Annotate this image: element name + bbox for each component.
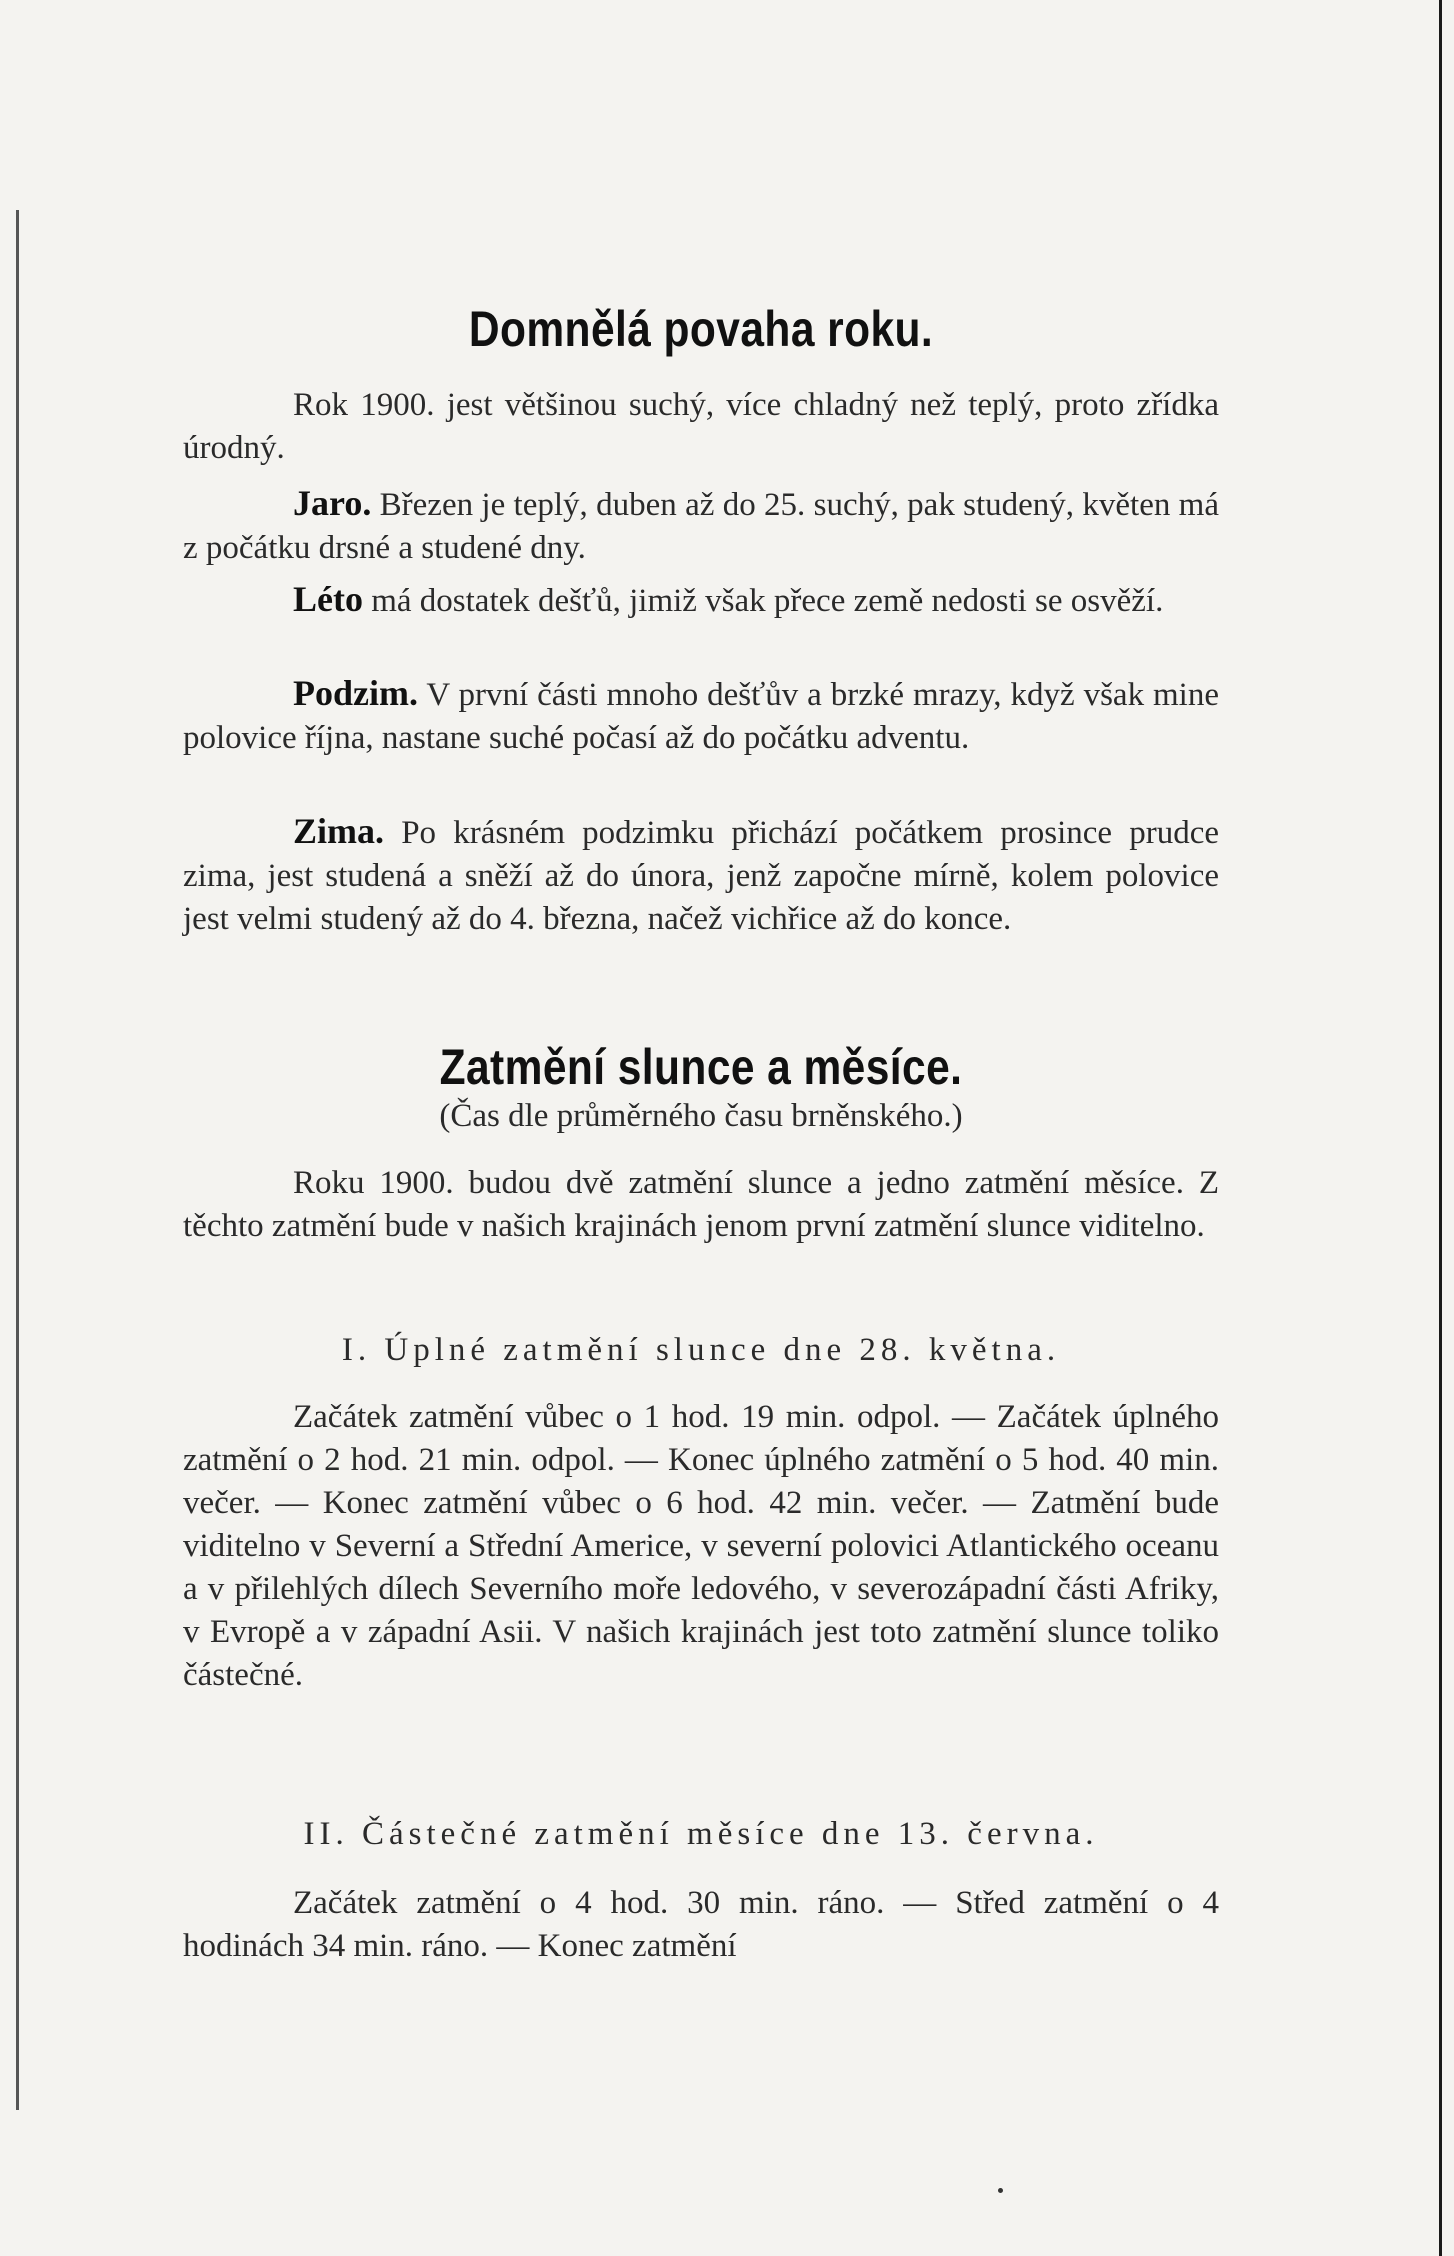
weather-intro: Rok 1900. jest většinou suchý, více chladný než teplý, proto zřídka úrodný. (183, 387, 1219, 466)
section-title-weather: Domnělá povaha roku. (468, 301, 934, 357)
binding-edge (16, 210, 19, 2110)
season-label: Zima. (293, 811, 385, 851)
eclipse-heading-1: I. Úplné zatmění slunce dne 28. května. (341, 1332, 1061, 1368)
season-text: Po krásném podzimku přichází počátkem prosince prudce zima, jest studená a sněží až do února, jenž započne mírně, kolem polovice jest velmi studený až do 4. března, načež vichřice až do konce. (183, 815, 1219, 937)
season-autumn (183, 672, 1219, 760)
eclipse-heading-2: II. Částečné zatmění měsíce dne 13. června. (303, 1816, 1099, 1852)
season-spring (183, 482, 1219, 570)
season-label: Jaro. (293, 483, 372, 523)
season-text: V první části mnoho dešťův a brzké mrazy, když však mine polovice října, nastane suché počasí až do počátku adventu. (183, 677, 1219, 756)
season-text: má dostatek dešťů, jimiž však přece země nedosti se osvěží. (362, 583, 1164, 619)
season-label: Léto (293, 579, 363, 619)
eclipse-intro: Roku 1900. budou dvě zatmění slunce a jedno zatmění měsíce. Z těchto zatmění bude v našich krajinách jenom první zatmění slunce viditelno. (183, 1165, 1219, 1244)
speck (998, 2188, 1003, 2193)
section-subtitle: (Čas dle průměrného času brněnského.) (439, 1098, 963, 1134)
eclipse-text-1: Začátek zatmění vůbec o 1 hod. 19 min. odpol. — Začátek úplného zatmění o 2 hod. 21 min. odpol. — Konec úplného zatmění o 5 hod. 40 min. večer. — Konec zatmění vůbec o 6 hod. 42 min. večer. — Zatmění bude viditelno v Severní a Střední Americe, v severní polovici Atlantického oceanu a v přilehlých dílech Severního moře ledového, v severozápadní části Afriky, v Evropě a v západní Asii. V našich krajinách jest toto zatmění slunce toliko částečné. (183, 1399, 1219, 1693)
page-edge (1439, 0, 1442, 2256)
season-winter (183, 810, 1219, 941)
eclipse-text-2: Začátek zatmění o 4 hod. 30 min. ráno. — Střed zatmění o 4 hodinách 34 min. ráno. — Konec zatmění (183, 1885, 1219, 1964)
season-text: Březen je teplý, duben až do 25. suchý, pak studený, květen má z počátku drsné a studené dny. (183, 487, 1219, 566)
season-label: Podzim. (293, 673, 418, 713)
season-summer (183, 578, 1219, 623)
section-title-eclipses: Zatmění slunce a měsíce. (439, 1039, 963, 1095)
